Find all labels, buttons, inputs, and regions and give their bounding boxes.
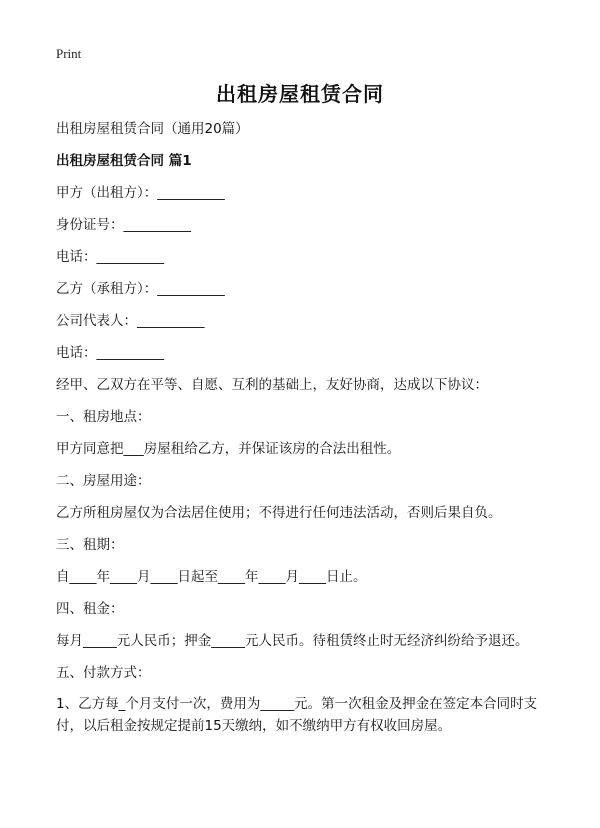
document-title: 出租房屋租赁合同 bbox=[216, 82, 384, 106]
document-subtitle: 出租房屋租赁合同（通用20篇） bbox=[56, 121, 249, 137]
clause-text-payment: 1、乙方每_个月支付一次，费用为_____元。第一次租金及押金在签定本合同时支付，以后租金按规定提前15天缴纳，如不缴纳甲方有权收回房屋。 bbox=[56, 696, 538, 734]
clause-text-location: 甲方同意把___房屋租给乙方，并保证该房的合法出租性。 bbox=[56, 441, 401, 457]
clause-heading-rent: 四、租金： bbox=[56, 601, 124, 617]
id-number-field: 身份证号：__________ bbox=[56, 217, 191, 233]
clause-heading-payment: 五、付款方式： bbox=[56, 665, 151, 681]
representative-field: 公司代表人：__________ bbox=[56, 313, 205, 329]
clause-heading-location: 一、租房地点： bbox=[56, 409, 151, 425]
clause-text-usage: 乙方所租房屋仅为合法居住使用；不得进行任何违法活动，否则后果自负。 bbox=[56, 505, 502, 521]
party-b-field: 乙方（承租方）：__________ bbox=[56, 281, 225, 297]
clause-heading-term: 三、租期： bbox=[56, 537, 124, 553]
section-heading: 出租房屋租赁合同 篇1 bbox=[56, 153, 192, 169]
clause-text-rent: 每月_____元人民币；押金_____元人民币。待租赁终止时无经济纠纷给予退还。 bbox=[56, 633, 529, 649]
print-link[interactable]: Print bbox=[56, 46, 82, 61]
party-a-field: 甲方（出租方）：__________ bbox=[56, 185, 225, 201]
phone-field-a: 电话：__________ bbox=[56, 249, 164, 265]
agreement-intro: 经甲、乙双方在平等、自愿、互利的基础上，友好协商，达成以下协议： bbox=[56, 377, 488, 393]
phone-field-b: 电话：__________ bbox=[56, 345, 164, 361]
clause-text-term: 自____年____月____日起至____年____月____日止。 bbox=[56, 569, 367, 585]
clause-heading-usage: 二、房屋用途： bbox=[56, 473, 151, 489]
